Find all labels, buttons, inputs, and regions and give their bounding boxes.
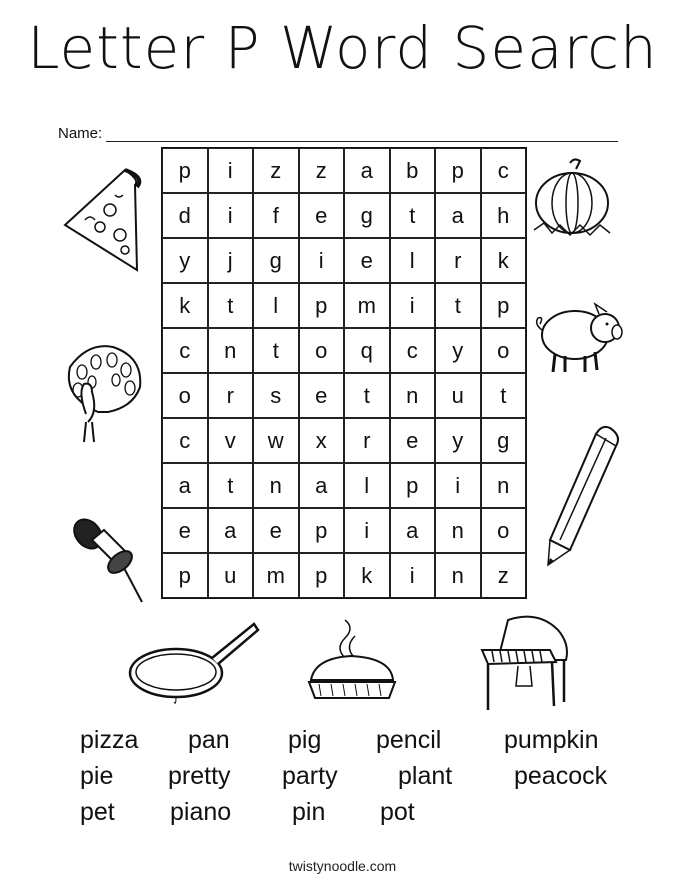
grid-cell[interactable]: r — [208, 373, 254, 418]
grid-cell[interactable]: e — [253, 508, 299, 553]
grid-cell[interactable]: t — [208, 463, 254, 508]
grid-cell[interactable]: n — [390, 373, 436, 418]
grid-cell[interactable]: g — [344, 193, 390, 238]
grid-cell[interactable]: e — [299, 193, 345, 238]
grid-cell[interactable]: o — [299, 328, 345, 373]
name-field[interactable] — [58, 122, 618, 142]
pumpkin-icon — [530, 155, 615, 240]
grid-cell[interactable]: p — [299, 508, 345, 553]
grid-cell[interactable]: r — [435, 238, 481, 283]
word-item: pet — [80, 798, 115, 826]
grid-cell[interactable]: l — [390, 238, 436, 283]
grid-cell[interactable]: x — [299, 418, 345, 463]
frying-pan-icon — [128, 618, 263, 710]
grid-cell[interactable]: n — [435, 553, 481, 598]
grid-cell[interactable]: d — [162, 193, 208, 238]
grid-cell[interactable]: o — [162, 373, 208, 418]
grid-cell[interactable]: g — [481, 418, 527, 463]
grid-cell[interactable]: p — [299, 553, 345, 598]
grid-cell[interactable]: c — [390, 328, 436, 373]
grid-cell[interactable]: p — [435, 148, 481, 193]
grid-cell[interactable]: n — [253, 463, 299, 508]
grid-cell[interactable]: p — [299, 283, 345, 328]
grid-cell[interactable]: k — [344, 553, 390, 598]
grid-cell[interactable]: a — [344, 148, 390, 193]
grid-cell[interactable]: y — [162, 238, 208, 283]
pie-icon — [305, 618, 400, 706]
grid-cell[interactable]: t — [435, 283, 481, 328]
grid-cell[interactable]: p — [162, 553, 208, 598]
site-footer: twistynoodle.com — [288, 858, 397, 874]
name-line — [106, 127, 618, 142]
word-item: peacock — [514, 762, 608, 790]
grid-cell[interactable]: z — [299, 148, 345, 193]
grid-cell[interactable]: i — [390, 283, 436, 328]
grid-cell[interactable]: i — [344, 508, 390, 553]
grid-cell[interactable]: z — [481, 553, 527, 598]
grid-cell[interactable]: a — [208, 508, 254, 553]
word-item: pie — [80, 762, 114, 790]
grid-cell[interactable]: t — [253, 328, 299, 373]
grid-cell[interactable]: q — [344, 328, 390, 373]
grid-cell[interactable]: e — [299, 373, 345, 418]
piano-icon — [478, 610, 573, 715]
word-row — [70, 726, 650, 762]
grid-cell[interactable]: o — [481, 328, 527, 373]
pushpin-icon — [68, 512, 148, 607]
grid-cell[interactable]: g — [253, 238, 299, 283]
grid-cell[interactable]: i — [208, 148, 254, 193]
grid-cell[interactable]: y — [435, 328, 481, 373]
word-list — [70, 726, 650, 834]
peacock-icon — [58, 342, 153, 447]
word-row — [70, 798, 650, 834]
pencil-icon — [540, 420, 625, 570]
grid-cell[interactable]: r — [344, 418, 390, 463]
grid-cell[interactable]: i — [208, 193, 254, 238]
grid-cell[interactable]: w — [253, 418, 299, 463]
grid-cell[interactable]: j — [208, 238, 254, 283]
grid-cell[interactable]: m — [253, 553, 299, 598]
grid-cell[interactable]: i — [390, 553, 436, 598]
word-item: pig — [288, 726, 322, 754]
grid-cell[interactable]: u — [435, 373, 481, 418]
grid-cell[interactable]: t — [390, 193, 436, 238]
grid-cell[interactable]: c — [162, 418, 208, 463]
grid-cell[interactable]: b — [390, 148, 436, 193]
word-item: pretty — [168, 762, 231, 790]
pig-icon — [533, 290, 628, 375]
word-item: pizza — [80, 726, 139, 754]
grid-cell[interactable]: t — [344, 373, 390, 418]
grid-cell[interactable]: h — [481, 193, 527, 238]
grid-cell[interactable]: n — [208, 328, 254, 373]
grid-cell[interactable]: m — [344, 283, 390, 328]
pizza-icon — [55, 165, 150, 275]
word-item: pencil — [376, 726, 442, 754]
grid-cell[interactable]: l — [344, 463, 390, 508]
grid-cell[interactable]: e — [162, 508, 208, 553]
grid-cell[interactable]: i — [299, 238, 345, 283]
grid-cell[interactable]: n — [435, 508, 481, 553]
name-label: Name: — [58, 125, 103, 142]
grid-cell[interactable]: f — [253, 193, 299, 238]
grid-cell[interactable]: p — [162, 148, 208, 193]
word-item: plant — [398, 762, 453, 790]
word-row — [70, 762, 650, 798]
grid-cell[interactable]: u — [208, 553, 254, 598]
grid-cell[interactable]: a — [435, 193, 481, 238]
grid-cell[interactable]: t — [481, 373, 527, 418]
grid-cell[interactable]: z — [253, 148, 299, 193]
grid-cell[interactable]: y — [435, 418, 481, 463]
grid-cell[interactable]: p — [481, 283, 527, 328]
grid-cell[interactable]: s — [253, 373, 299, 418]
grid-cell[interactable]: n — [481, 463, 527, 508]
grid-cell[interactable]: k — [162, 283, 208, 328]
word-item: piano — [170, 798, 232, 826]
grid-cell[interactable]: a — [162, 463, 208, 508]
grid-cell[interactable]: t — [208, 283, 254, 328]
grid-cell[interactable]: a — [390, 508, 436, 553]
grid-cell[interactable]: v — [208, 418, 254, 463]
page-title: Letter P Word Search — [27, 14, 658, 82]
grid-cell[interactable]: k — [481, 238, 527, 283]
grid-cell[interactable]: l — [253, 283, 299, 328]
grid-cell[interactable]: e — [390, 418, 436, 463]
word-item: pot — [380, 798, 415, 826]
word-search-grid — [161, 147, 527, 599]
grid-cell[interactable]: e — [344, 238, 390, 283]
grid-cell[interactable]: p — [390, 463, 436, 508]
word-item: pin — [292, 798, 326, 826]
word-item: pumpkin — [504, 726, 599, 754]
grid-cell[interactable]: c — [481, 148, 527, 193]
word-item: pan — [188, 726, 230, 754]
grid-cell[interactable]: o — [481, 508, 527, 553]
grid-cell[interactable]: i — [435, 463, 481, 508]
grid-cell[interactable]: a — [299, 463, 345, 508]
grid-cell[interactable]: c — [162, 328, 208, 373]
word-item: party — [282, 762, 338, 790]
